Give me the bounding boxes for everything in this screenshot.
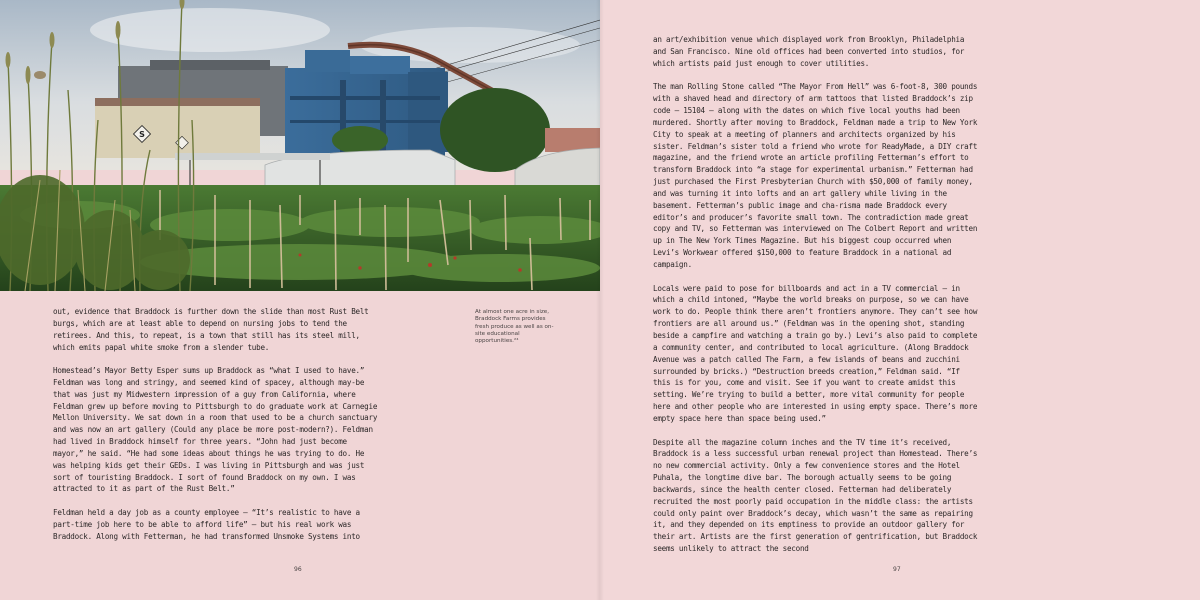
paragraph: Homestead’s Mayor Betty Esper sums up Braddock as “what I used to have.” Feldman was long and stringy, and seemed kind of spacey, although may-be that was just my Midwestern impression of a guy from California, where Feldman grew up before moving to Pittsburgh to do graduate work at Carnegie Mellon University. We sat down in a room that used to be a church sanctuary and was now an art gallery (Could any place be more post-modern?). Feldman had lived in Braddock himself for three years. “John had just become mayor,” he said. “He had some ideas about things he was trying to do. He was helping kids get their GEDs. I was living in Pittsburgh and was just sort of touristing Braddock. I sort of found Braddock on my own. I was attracted to it as part of the Rust Belt.”	[53, 365, 378, 494]
book-gutter	[596, 0, 604, 600]
photo-caption-sidenote: At almost one acre in size, Braddock Farms provides fresh produce as well as on-site educational opportunities.²⁴	[475, 309, 554, 345]
braddock-farm-photo	[0, 0, 600, 291]
photo-illustration	[0, 0, 600, 291]
right-body-text	[653, 34, 980, 567]
svg-text:S: S	[139, 130, 145, 139]
page-number-right: 97	[893, 566, 901, 573]
page-number-left: 96	[294, 566, 302, 573]
shade-structure	[175, 153, 330, 160]
paragraph: Locals were paid to pose for billboards and act in a TV commercial — in which a child intoned, “Maybe the world breaks on purpose, so we can have work to do. People think there aren’t frontiers anymore. They can’t see how frontiers are all around us.” (Feldman was in the opening shot, standing beside a campfire and watching a train go by.) Levi’s also paid to complete a community center, and contributed to local agriculture. (Along Braddock Avenue was a patch called The Farm, a few islands of beans and zucchini surrounded by bricks.) “Destruction breeds creation,” Feldman said. “If this is for you, come and visit. See if you want to create amidst this setting. We’re trying to build a better, more vital community for people here and other people who are interested in using empty space. There’s more empty space here than space being used.”	[653, 283, 978, 423]
paragraph: out, evidence that Braddock is further down the slide than most Rust Belt burgs, which are at least able to depend on nursing jobs to tend the retirees. And this, to repeat, is a town that still has its steel mill, which emits papal white smoke from a slender tube.	[53, 307, 369, 352]
paragraph: an art/exhibition venue which displayed work from Brooklyn, Philadelphia and San Francisco. Nine old offices had been converted into studios, for which artists paid just enough to cover utilities.	[653, 35, 965, 68]
paragraph: Feldman held a day job as a county employee — “It’s realistic to have a part-time job here to be able to afford life” — but his real work was Braddock. Along with Fetterman, he had transformed Unsmoke Systems into	[53, 507, 360, 541]
warehouse-building	[95, 103, 260, 158]
left-body-text	[53, 306, 380, 554]
paragraph: Despite all the magazine column inches and the TV time it’s received, Braddock is a less successful urban renewal project than Homestead. There’s no new commercial activity. Only a few convenience stores and the Hotel Puhala, the longtime dive bar. The borough actually seems to be going backwards, since the health center closed. Fetterman had deliberately recruited the most poorly paid occupation in the middle class: the artists could only paint over Braddock’s decay, which wasn’t the same as repairing it, and they depended on its emptiness to provide an outdoor gallery for their art. Artists are the first generation of gentrification, but Braddock seems unlikely to attract the second	[653, 437, 978, 554]
paragraph: The man Rolling Stone called “The Mayor From Hell” was 6-foot-8, 300 pounds with a shaved head and directory of arm tattoos that listed Braddock’s zip code — 15104 — along with the dates on which five local youths had been murdered. Shortly after moving to Braddock, Feldman made a trip to New York City to speak at a meeting of planners and architects organized by his sister. Feldman’s sister told a friend who wrote for ReadyMade, a DIY craft magazine, and the friend wrote an article profiling Fetterman’s effort to transform Braddock into “a stage for experimental urbanism.” Fetterman had just purchased the First Presbyterian Church with $50,000 of family money, and was turning it into lofts and an art gallery while living in the basement. Fetterman’s public image and cha-risma made Braddock every editor’s and producer’s favorite small town. The contradiction made great copy and TV, so Fetterman was interviewed on The Colbert Report and written up in The New York Times Magazine. But his biggest coup occurred when Levi’s Workwear offered $150,000 to feature Braddock in a national ad campaign.	[653, 82, 978, 269]
right-page	[600, 0, 1200, 600]
